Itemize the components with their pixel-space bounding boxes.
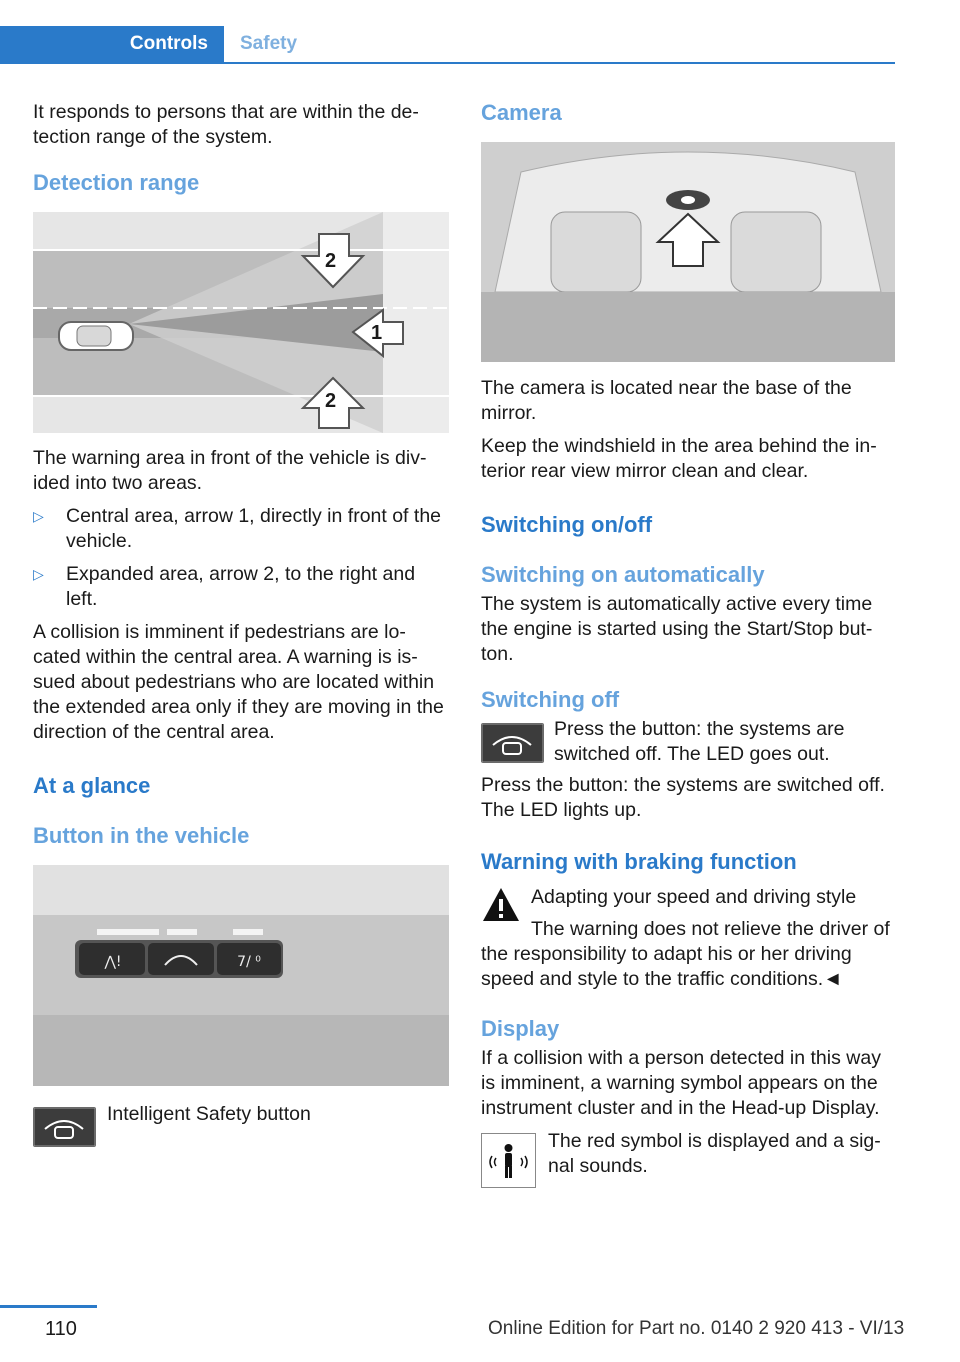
warning-title: Adapting your speed and driving style — [531, 886, 857, 908]
warning-text: The warning does not relieve the driver of the responsibility to adapt his or her driving speed and style to the traffic conditions.◄ — [481, 918, 890, 990]
svg-text:7/ ⁰: 7/ ⁰ — [237, 954, 261, 970]
switch-off-text: Press the button: the systems are switched off. The LED goes out. — [554, 718, 845, 765]
fig-label-2-top: 2 — [325, 250, 337, 272]
symbol-text: The red symbol is displayed and a sig-nal sounds. — [548, 1130, 881, 1177]
switching-on-auto-heading: Switching on automatically — [481, 562, 765, 587]
display-heading: Display — [481, 1016, 560, 1041]
list-item: ▷ Expanded area, arrow 2, to the right and left. — [33, 562, 449, 612]
button-in-vehicle-heading: Button in the vehicle — [33, 823, 250, 848]
switch-off-text-2: Press the button: the systems are switched off. The LED lights up. — [481, 774, 885, 821]
edition-footer: Online Edition for Part no. 0140 2 920 413 - VI/13 — [488, 1318, 905, 1339]
area-list — [33, 504, 449, 612]
fig-label-1: 1 — [371, 322, 383, 344]
intelligent-safety-caption: Intelligent Safety button — [107, 1103, 311, 1125]
tab-controls-label: Controls — [129, 33, 208, 54]
safety-button-icon — [481, 723, 544, 763]
camera-text-2: Keep the windshield in the area behind the in-terior rear view mirror clean and clear. — [481, 435, 877, 482]
detection-range-illustration — [33, 212, 449, 433]
section-tabs — [0, 26, 895, 64]
collision-text: A collision is imminent if pedestrians are lo-cated within the central area. A warning is is-sued about pedestrians who are located within the extended area only if they are moving in the direction of the central area. — [33, 621, 444, 743]
camera-photo — [481, 142, 895, 362]
footer-rule — [0, 1305, 97, 1308]
warning-note — [481, 885, 895, 935]
display-text: If a collision with a person detected in this way is imminent, a warning symbol appears on the instrument cluster and in the Head-up Display. — [481, 1047, 881, 1119]
intelligent-safety-row — [33, 1103, 449, 1147]
detection-range-heading: Detection range — [33, 170, 200, 195]
intro-text: It responds to persons that are within the de-tection range of the system. — [33, 101, 419, 148]
warning-braking-heading: Warning with braking function — [481, 849, 797, 874]
warning-symbol-row — [481, 1130, 895, 1193]
switching-heading: Switching on/off — [481, 512, 653, 537]
detection-range-figure — [33, 212, 449, 433]
page-number: 110 — [45, 1318, 77, 1340]
switching-off-heading: Switching off — [481, 687, 620, 712]
pedestrian-warning-icon — [481, 1133, 536, 1188]
warning-area-text: The warning area in front of the vehicle is div-ided into two areas. — [33, 447, 427, 494]
fig-label-2-bottom: 2 — [325, 390, 337, 412]
car-icon — [59, 322, 133, 350]
at-a-glance-heading: At a glance — [33, 773, 151, 798]
tab-controls[interactable] — [0, 26, 224, 62]
button-photo — [33, 865, 449, 1086]
svg-text:⋀!: ⋀! — [104, 954, 122, 970]
intelligent-safety-button-icon — [33, 1107, 96, 1147]
camera-text-1: The camera is located near the base of the mirror. — [481, 377, 852, 424]
list-item: ▷ Central area, arrow 1, directly in front of the vehicle. — [33, 504, 449, 554]
auto-text: The system is automatically active every time the engine is started using the Start/Stop but-ton. — [481, 593, 873, 665]
warning-triangle-icon — [481, 885, 521, 930]
left-column — [33, 100, 449, 1147]
tab-safety[interactable]: Safety — [240, 33, 298, 54]
right-column — [481, 100, 895, 1193]
switch-off-row — [481, 718, 895, 773]
camera-heading: Camera — [481, 100, 562, 125]
camera-illustration — [481, 142, 895, 362]
button-panel-illustration — [33, 865, 449, 1086]
